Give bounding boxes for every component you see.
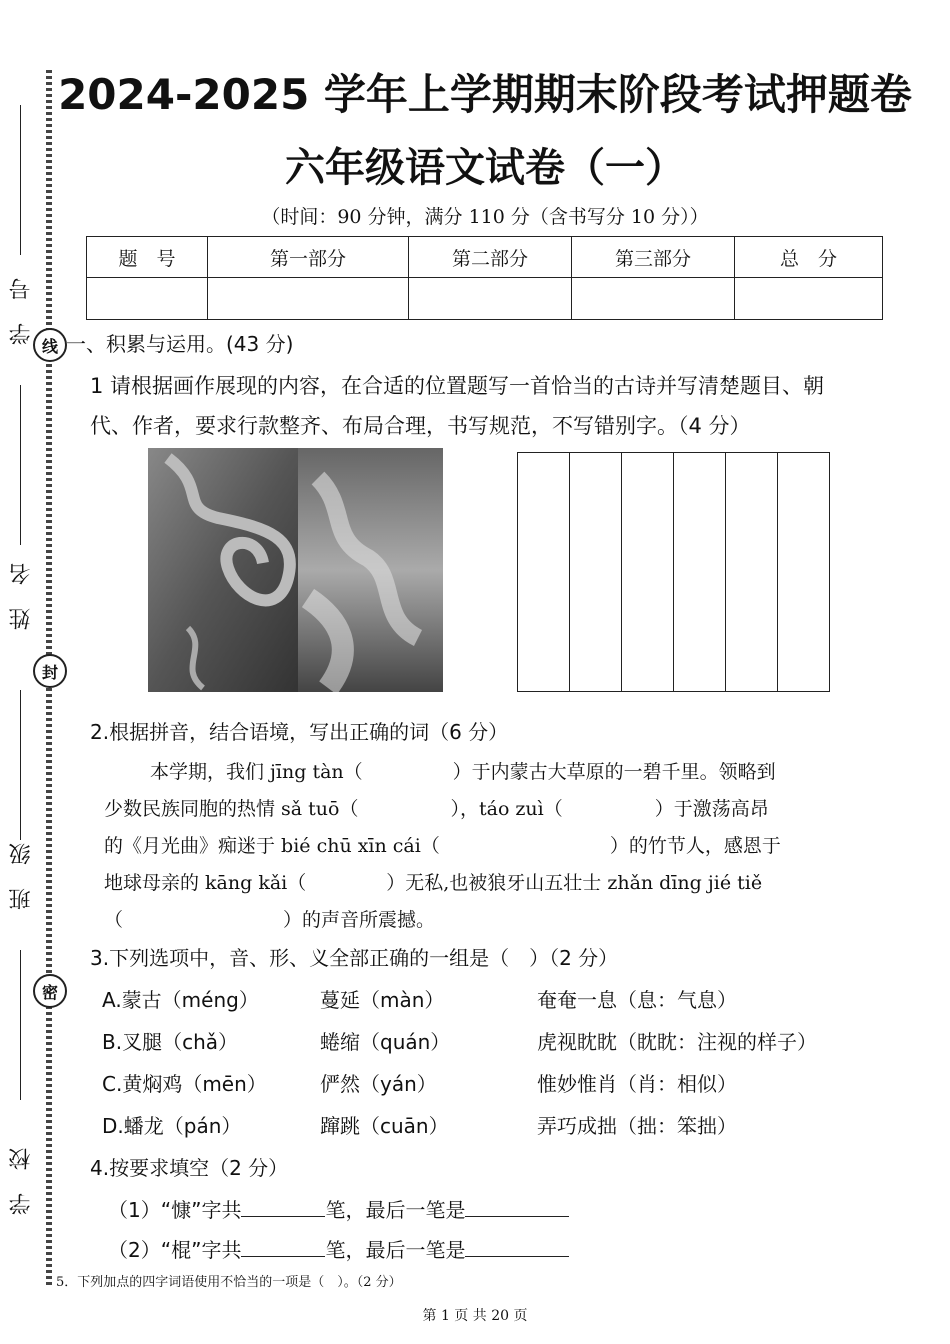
score-cell[interactable] — [572, 278, 735, 320]
q3-option-a-word3: 奄奄一息（息：气息） — [537, 988, 737, 1012]
student-id-label: 学 号 — [9, 270, 34, 345]
q2-text: 本学期，我们 jīng tàn（ — [150, 761, 363, 783]
last-stroke-blank[interactable] — [465, 1216, 569, 1217]
school-write-line — [20, 950, 21, 1100]
q2-passage-line3 — [104, 831, 781, 858]
grid-column[interactable] — [778, 453, 829, 691]
q1-text-line1: 1 请根据画作展现的内容，在合适的位置题写一首恰当的古诗并写清楚题目、朝 — [90, 374, 825, 398]
q2-text: 少数民族同胞的热情 sǎ tuō（ — [104, 798, 359, 820]
q2-passage-line4 — [104, 868, 762, 895]
seal-mark-feng: 封 — [33, 654, 67, 688]
stroke-count-blank[interactable] — [241, 1256, 325, 1257]
q3-option-b-word2: 蜷缩（quán） — [320, 1030, 451, 1054]
q3-option-d-word1[interactable]: D.蟠龙（pán） — [102, 1114, 242, 1138]
school-label: 学 校 — [9, 1140, 34, 1215]
score-header-cell: 第一部分 — [208, 237, 409, 278]
q4-text: 笔，最后一笔是 — [325, 1198, 466, 1222]
q2-text: ）于内蒙古大草原的一碧千里。领略到 — [452, 761, 776, 783]
grid-column[interactable] — [622, 453, 674, 691]
score-header-cell: 总 分 — [735, 237, 883, 278]
score-header-cell: 第二部分 — [409, 237, 572, 278]
q5-text: 5．下列加点的四字词语使用不恰当的一项是（ ）。（2 分） — [56, 1275, 402, 1290]
q3-option-d-word2: 蹿跳（cuān） — [320, 1114, 449, 1138]
q3-option-c-word2: 俨然（yán） — [320, 1072, 437, 1096]
q2-text: 地球母亲的 kāng kǎi（ — [104, 872, 307, 894]
page-number: 第 1 页 共 20 页 — [422, 1308, 528, 1324]
seal-mark-xian: 线 — [33, 328, 67, 362]
class-write-line — [20, 690, 21, 840]
section-heading: 一、积累与运用。(43 分) — [66, 332, 294, 356]
score-header-cell: 第三部分 — [572, 237, 735, 278]
q3-option-d-word3: 弄巧成拙（拙：笨拙） — [537, 1114, 737, 1138]
landscape-painting-image — [148, 448, 443, 692]
class-label: 班 级 — [9, 835, 34, 910]
exam-info: （时间：90 分钟，满分 110 分（含书写分 10 分）） — [261, 206, 709, 228]
score-cell[interactable] — [735, 278, 883, 320]
seal-mark-mi: 密 — [33, 974, 67, 1008]
score-header-cell: 题 号 — [87, 237, 208, 278]
q2-text: ）的竹节人，感恩于 — [609, 835, 781, 857]
q4-text: （2）“棍”字共 — [108, 1238, 242, 1262]
q2-title: 2.根据拼音，结合语境，写出正确的词（6 分） — [90, 720, 509, 744]
q3-option-c-word1[interactable]: C.黄焖鸡（mēn） — [102, 1072, 267, 1096]
score-cell[interactable] — [87, 278, 208, 320]
score-cell[interactable] — [409, 278, 572, 320]
name-write-line — [20, 385, 21, 545]
grid-column[interactable] — [726, 453, 778, 691]
q2-text: ）无私,也被狼牙山五壮士 zhǎn dīng jié tiě — [386, 872, 763, 894]
exam-title: 2024-2025 学年上学期期末阶段考试押题卷 — [58, 70, 912, 119]
name-label: 姓 名 — [9, 555, 34, 630]
grid-column[interactable] — [518, 453, 570, 691]
q2-passage-line2 — [104, 794, 769, 821]
score-cell[interactable] — [208, 278, 409, 320]
student-id-write-line — [20, 105, 21, 255]
last-stroke-blank[interactable] — [465, 1256, 569, 1257]
exam-subtitle: 六年级语文试卷（一） — [285, 145, 685, 191]
q2-passage-line5 — [104, 905, 435, 932]
q2-passage-line1 — [150, 757, 776, 784]
q4-title: 4.按要求填空（2 分） — [90, 1156, 289, 1180]
stroke-count-blank[interactable] — [241, 1216, 325, 1217]
q4-line2 — [108, 1234, 569, 1263]
grid-column[interactable] — [674, 453, 726, 691]
q4-line1 — [108, 1194, 569, 1223]
q3-option-c-word3: 惟妙惟肖（肖：相似） — [537, 1072, 737, 1096]
q3-option-a-word2: 蔓延（màn） — [320, 988, 445, 1012]
q2-text: ）的声音所震撼。 — [283, 909, 436, 931]
q3-option-b-word1[interactable]: B.叉腿（chǎ） — [102, 1030, 239, 1054]
q2-text: 的《月光曲》痴迷于 bié chū xīn cái（ — [104, 835, 440, 857]
q2-text: ）于激荡高昂 — [654, 798, 769, 820]
q3-option-a-word1[interactable]: A.蒙古（méng） — [102, 988, 259, 1012]
q3-option-b-word3: 虎视眈眈（眈眈：注视的样子） — [537, 1030, 817, 1054]
q3-title: 3.下列选项中，音、形、义全部正确的一组是（ ）（2 分） — [90, 946, 619, 970]
q4-text: 笔，最后一笔是 — [325, 1238, 466, 1262]
q4-text: （1）“慷”字共 — [108, 1198, 242, 1222]
q2-text: ），táo zuì（ — [450, 798, 563, 820]
poem-writing-grid[interactable] — [517, 452, 830, 692]
q2-text: （ — [104, 909, 124, 931]
score-table — [86, 236, 883, 320]
q1-text-line2: 代、作者，要求行款整齐、布局合理，书写规范，不写错别字。（4 分） — [90, 414, 751, 438]
grid-column[interactable] — [570, 453, 622, 691]
